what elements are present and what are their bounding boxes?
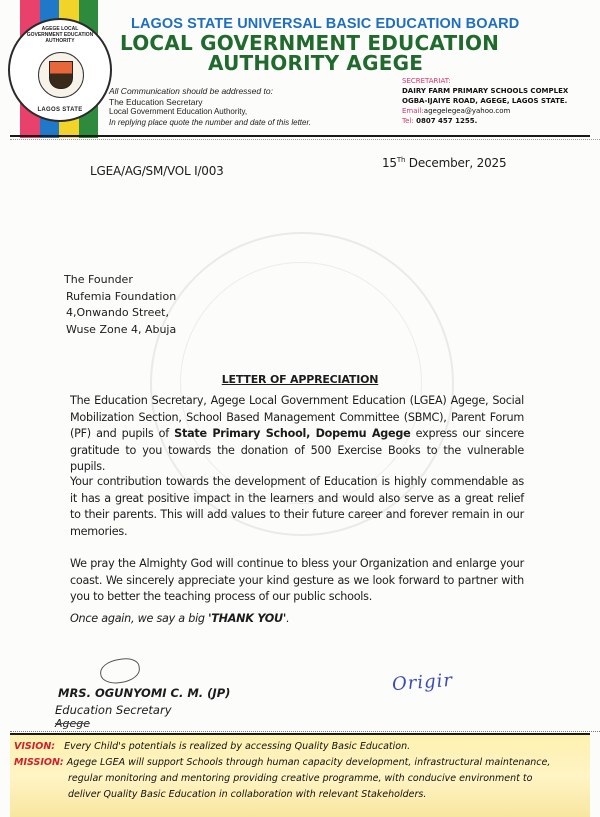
paragraph-1 [70, 393, 524, 476]
logo-ring-text-bottom: LAGOS STATE [37, 107, 83, 113]
footer-divider-dotted [10, 731, 600, 732]
signature-icon [99, 656, 142, 685]
recipient-line: Wuse Zone 4, Abuja [66, 322, 177, 336]
date-day: 15 [382, 156, 397, 170]
reference-number: LGEA/AG/SM/VOL I/003 [90, 164, 224, 178]
communication-line3: Local Government Education Authority, [109, 107, 248, 116]
recipient-line: The Founder [64, 273, 133, 286]
vision-statement [14, 741, 410, 753]
lgea-crest-icon [8, 18, 112, 122]
recipient-address [64, 272, 176, 338]
email-value[interactable]: agegelegea@yahoo.com [423, 107, 511, 115]
mission-statement [14, 757, 550, 769]
secretariat-line2: OGBA-IJAIYE ROAD, AGEGE, LAGOS STATE. [402, 97, 568, 105]
tel-value: 0807 457 1255. [416, 117, 478, 125]
vision-mission-footer [10, 733, 590, 817]
secretariat-email [402, 106, 568, 116]
signatory-place: Agege [55, 717, 91, 730]
vision-label: VISION: [14, 741, 56, 752]
communication-line4: In replying place quote the number and date of this letter. [109, 117, 312, 127]
recipient-line: 4,Onwando Street, [66, 306, 169, 319]
signatory-name: MRS. OGUNYOMI C. M. (JP) [58, 686, 231, 700]
tel-label: Tel: [402, 117, 414, 125]
thank-you: 'THANK YOU' [208, 612, 287, 625]
recipient-line: Rufemia Foundation [66, 289, 177, 303]
mission-line3: deliver Quality Basic Education in collaboration with relevant Stakeholders. [68, 789, 427, 800]
letter-date [382, 156, 506, 170]
school-name: State Primary School, Dopemu Agege [174, 427, 411, 440]
header-divider-dotted [10, 139, 600, 140]
paragraph-2: Your contribution towards the development of Education is highly commendable as it has a great positive impact in the learners and would also serve as a great relief to their parents. This will add values to their future career and forever remain in our memories. [70, 475, 524, 538]
email-label: Email: [402, 107, 424, 115]
shield-icon [49, 61, 73, 89]
board-name: LAGOS STATE UNIVERSAL BASIC EDUCATION BOARD [131, 16, 520, 32]
closing-end: . [286, 612, 290, 625]
signatory-role: Education Secretary [55, 703, 172, 717]
authority-name-line2: AUTHORITY AGEGE [208, 51, 424, 75]
date-suffix: Th [396, 156, 406, 164]
logo-ring-text-top: AGEGE LOCAL GOVERNMENT EDUCATION AUTHORITY [26, 26, 94, 44]
closing-start: Once again, we say a big [70, 612, 209, 625]
communication-line2: The Education Secretary [109, 96, 203, 107]
secretariat-line1: DAIRY FARM PRIMARY SCHOOLS COMPLEX [402, 87, 569, 95]
mission-label: MISSION: [14, 757, 64, 768]
secretariat-address [402, 76, 568, 126]
logo-emblem [38, 52, 84, 98]
letter-title: LETTER OF APPRECIATION [221, 373, 379, 386]
secretariat-tel [402, 116, 568, 126]
communication-note [109, 86, 389, 128]
mission-line2: regular monitoring and mentoring providing creative programme, with conducive environment to [68, 773, 533, 784]
paragraph-1-end: express our sincere gratitude to you towards the donation of 500 Exercise Books to the vulnerable pupils. [70, 427, 524, 473]
mission-line1: Agege LGEA will support Schools through human capacity development, infrastructural maintenance, [66, 757, 551, 768]
authority-name-line1: LOCAL GOVERNMENT EDUCATION [120, 31, 500, 55]
date-rest: December, 2025 [405, 156, 507, 170]
paragraph-1-start: The Education Secretary, Agege Local Government Education (LGEA) Agege, Social Mobilization Section, School Based Management Committee (SBMC), Parent Forum (PF) and pupils of [70, 394, 524, 440]
vision-text: Every Child's potentials is realized by accessing Quality Basic Education. [64, 741, 411, 752]
handwritten-note: Origir [391, 669, 454, 696]
header-divider [10, 135, 590, 137]
communication-line1: All Communication should be addressed to: [109, 86, 273, 96]
paragraph-3: We pray the Almighty God will continue to bless your Organization and enlarge your coast. We sincerely appreciate your kind gesture as we look forward to partner with you to better the teaching process of our public schools. [70, 557, 524, 603]
secretariat-label: SECRETARIAT: [402, 77, 451, 85]
closing-line [70, 611, 524, 628]
